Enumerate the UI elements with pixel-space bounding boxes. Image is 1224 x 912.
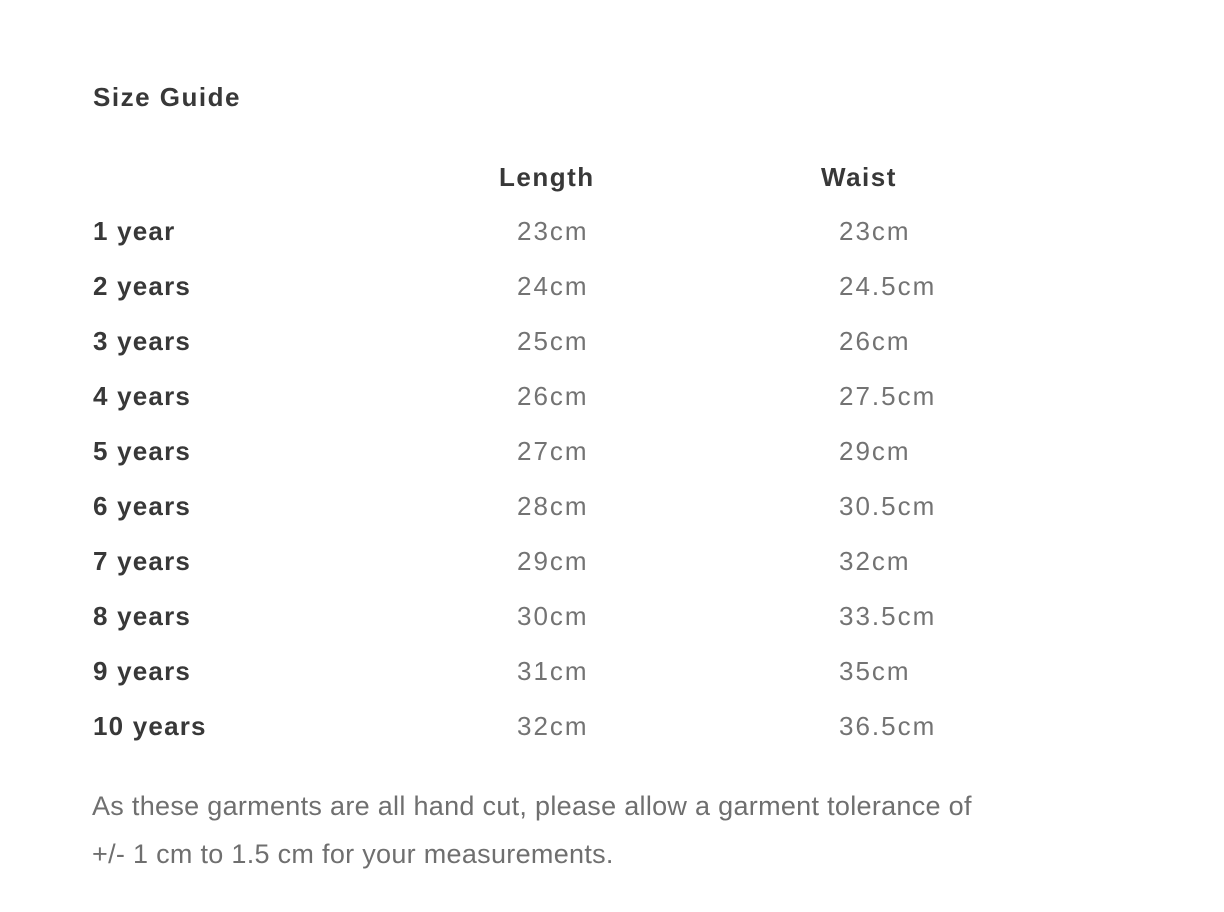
waist-value: 29cm	[839, 436, 911, 466]
row-label: 7 years	[93, 546, 192, 576]
waist-value: 23cm	[839, 216, 911, 246]
tolerance-note-line1: As these garments are all hand cut, please allow a garment tolerance of	[92, 791, 972, 821]
waist-value: 35cm	[839, 656, 911, 686]
row-label: 5 years	[93, 436, 192, 466]
row-label: 6 years	[93, 491, 192, 521]
row-label: 1 year	[93, 216, 176, 246]
length-value: 24cm	[517, 271, 589, 301]
length-value: 25cm	[517, 326, 589, 356]
table-row	[0, 479, 1224, 534]
length-value: 29cm	[517, 546, 589, 576]
row-label: 3 years	[93, 326, 192, 356]
row-label: 4 years	[93, 381, 192, 411]
length-value: 26cm	[517, 381, 589, 411]
row-label: 8 years	[93, 601, 192, 631]
table-row	[0, 699, 1224, 754]
column-header-waist: Waist	[821, 162, 897, 192]
row-label: 10 years	[93, 711, 207, 741]
table-row	[0, 369, 1224, 424]
tolerance-note	[92, 782, 1162, 878]
table-row	[0, 589, 1224, 644]
length-value: 28cm	[517, 491, 589, 521]
table-row	[0, 259, 1224, 314]
table-row	[0, 314, 1224, 369]
length-value: 31cm	[517, 656, 589, 686]
waist-value: 36.5cm	[839, 711, 937, 741]
table-row	[0, 644, 1224, 699]
waist-value: 24.5cm	[839, 271, 937, 301]
waist-value: 32cm	[839, 546, 911, 576]
tolerance-note-line2: +/- 1 cm to 1.5 cm for your measurements.	[92, 839, 614, 869]
table-row	[0, 534, 1224, 589]
length-value: 32cm	[517, 711, 589, 741]
page-title: Size Guide	[93, 82, 241, 112]
waist-value: 27.5cm	[839, 381, 937, 411]
length-value: 23cm	[517, 216, 589, 246]
row-label: 9 years	[93, 656, 192, 686]
column-header-length: Length	[499, 162, 595, 192]
waist-value: 30.5cm	[839, 491, 937, 521]
table-row	[0, 204, 1224, 259]
row-label: 2 years	[93, 271, 192, 301]
waist-value: 33.5cm	[839, 601, 937, 631]
waist-value: 26cm	[839, 326, 911, 356]
length-value: 27cm	[517, 436, 589, 466]
length-value: 30cm	[517, 601, 589, 631]
table-row	[0, 424, 1224, 479]
size-table	[0, 204, 1224, 754]
